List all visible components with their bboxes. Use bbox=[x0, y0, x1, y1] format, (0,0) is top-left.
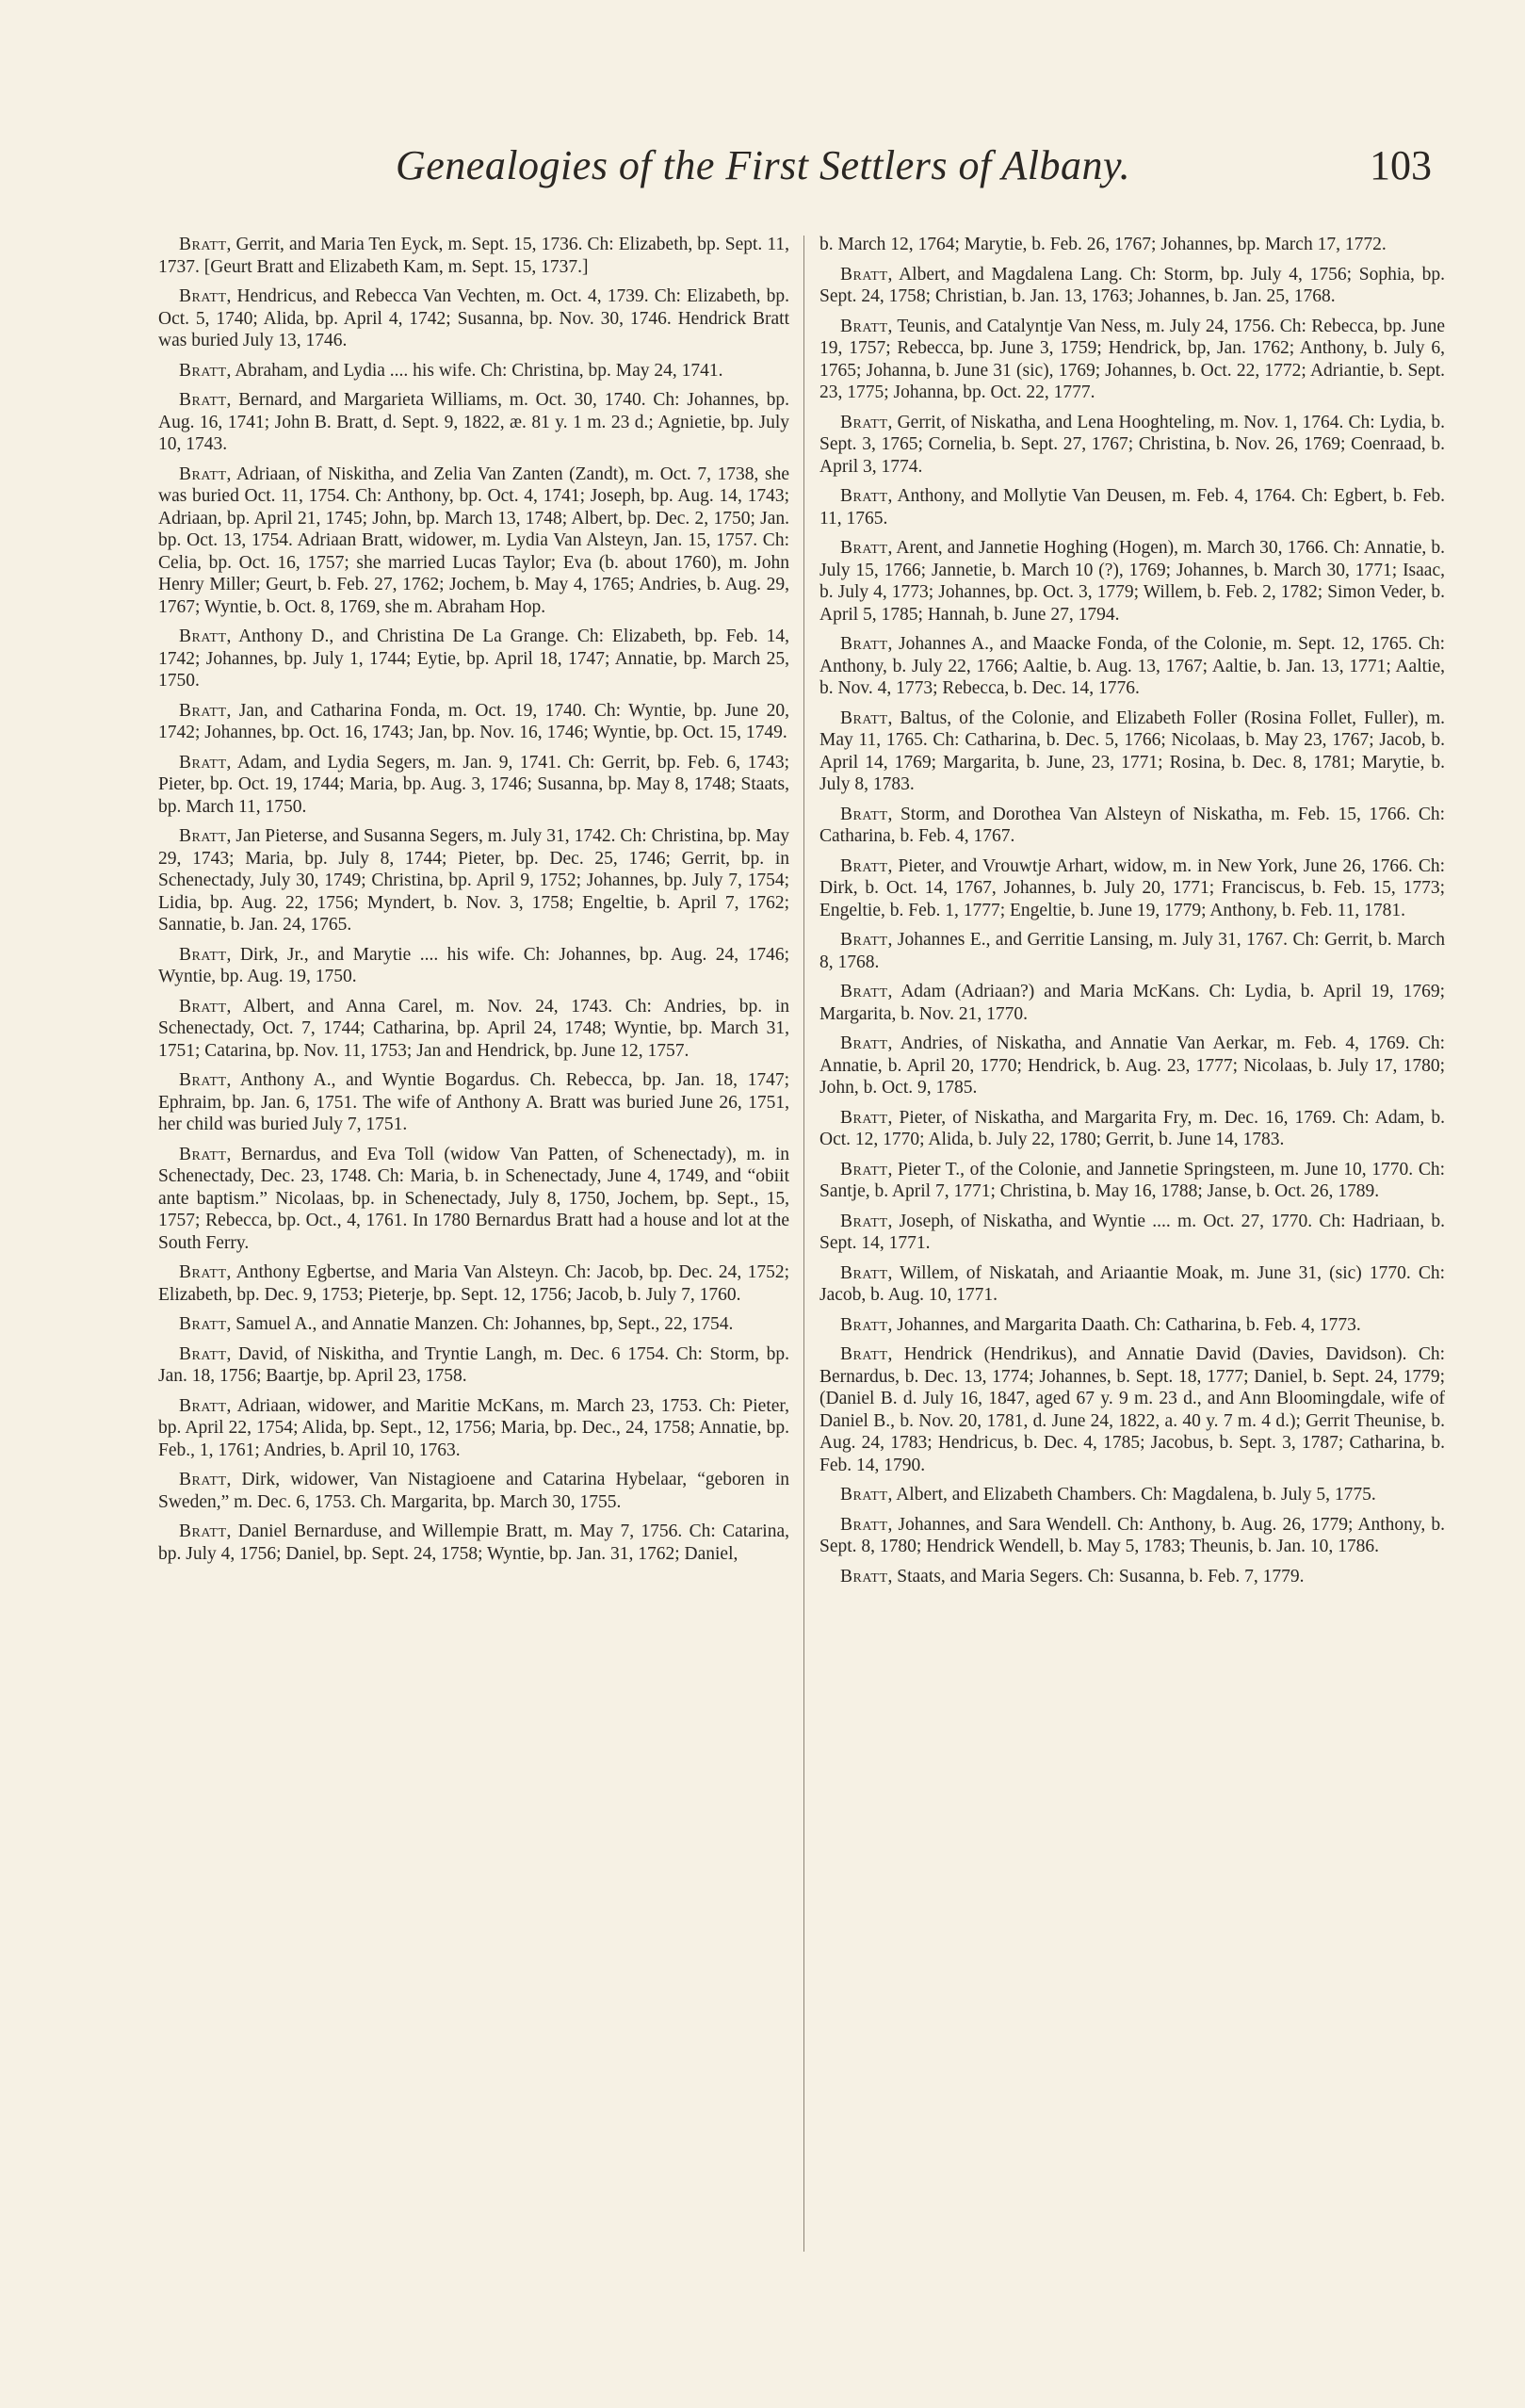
genealogy-entry bbox=[158, 1261, 789, 1306]
entry-surname: Bratt bbox=[179, 1521, 227, 1541]
entry-text: , Dirk, widower, Van Nistagioene and Catarina Hybelaar, “geboren in Sweden,” m. Dec. 6, 1753. Ch. Margarita, bp. March 30, 1755. bbox=[158, 1470, 789, 1512]
entry-text: , Staats, and Maria Segers. Ch: Susanna, b. Feb. 7, 1779. bbox=[887, 1566, 1305, 1586]
entry-surname: Bratt bbox=[179, 286, 227, 306]
genealogy-entry bbox=[819, 1514, 1445, 1558]
entry-text: , Anthony A., and Wyntie Bogardus. Ch. Rebecca, bp. Jan. 18, 1747; Ephraim, bp. Jan. 6, 1751. The wife of Anthony A. Bratt was buried June 26, 1751, her child was buried July 7, 1751. bbox=[158, 1070, 789, 1134]
entry-surname: Bratt bbox=[840, 855, 888, 876]
entry-surname: Bratt bbox=[179, 826, 227, 846]
entry-surname: Bratt bbox=[840, 1566, 888, 1586]
entry-text: , Storm, and Dorothea Van Alsteyn of Niskatha, m. Feb. 15, 1766. Ch: Catharina, b. Feb. 4, 1767. bbox=[819, 804, 1445, 846]
entry-text: , Pieter T., of the Colonie, and Jannetie Springsteen, m. June 10, 1770. Ch: Santje, b. April 7, 1771; Christina, b. May 16, 1788; Janse, b. Oct. 26, 1789. bbox=[819, 1159, 1445, 1201]
left-column bbox=[158, 234, 789, 1572]
entry-text: , Hendricus, and Rebecca Van Vechten, m. Oct. 4, 1739. Ch: Elizabeth, bp. Oct. 5, 1740; Alida, bp. April 4, 1742; Susanna, bp. Nov. 30, 1746. Hendrick Bratt was buried July 13, 1746. bbox=[158, 286, 789, 350]
genealogy-entry bbox=[158, 996, 789, 1063]
entry-surname: Bratt bbox=[840, 634, 888, 654]
genealogy-entry bbox=[158, 752, 789, 819]
entry-text: , Anthony D., and Christina De La Grange. Ch: Elizabeth, bp. Feb. 14, 1742; Johannes, bp. July 1, 1744; Eytie, bp. April 18, 1747; Annatie, bp. March 25, 1750. bbox=[158, 626, 789, 691]
genealogy-entry bbox=[158, 464, 789, 619]
genealogy-entry bbox=[819, 804, 1445, 848]
genealogy-entry bbox=[158, 626, 789, 692]
entry-surname: Bratt bbox=[840, 930, 888, 950]
entry-surname: Bratt bbox=[179, 464, 227, 484]
entry-text: , Johannes, and Sara Wendell. Ch: Anthony, b. Aug. 26, 1779; Anthony, b. Sept. 8, 1780; Hendrick Wendell, b. May 5, 1783; Theunis, b. Jan. 10, 1786. bbox=[819, 1514, 1445, 1556]
genealogy-entry bbox=[158, 389, 789, 456]
entry-text: , Gerrit, and Maria Ten Eyck, m. Sept. 15, 1736. Ch: Elizabeth, bp. Sept. 11, 1737. [Geurt Bratt and Elizabeth Kam, m. Sept. 15, 1737.] bbox=[158, 235, 789, 277]
entry-surname: Bratt bbox=[179, 1262, 227, 1282]
genealogy-entry bbox=[158, 1069, 789, 1136]
entry-text: , Andries, of Niskatha, and Annatie Van Aerkar, m. Feb. 4, 1769. Ch: Annatie, b. April 20, 1770; Hendrick, b. Aug. 23, 1777; Nicolaas, b. July 17, 1780; John, b. Oct. 9, 1785. bbox=[819, 1033, 1445, 1098]
entry-text: , Johannes A., and Maacke Fonda, of the Colonie, m. Sept. 12, 1765. Ch: Anthony, b. July 22, 1766; Aaltie, b. Aug. 13, 1767; Aaltie, b. Jan. 13, 1771; Aaltie, b. Nov. 4, 1773; Rebecca, b. Dec. 14, 1776. bbox=[819, 634, 1445, 698]
entry-text: b. March 12, 1764; Marytie, b. Feb. 26, 1767; Johannes, bp. March 17, 1772. bbox=[819, 235, 1387, 254]
genealogy-entry bbox=[819, 316, 1445, 404]
entry-text: , Albert, and Anna Carel, m. Nov. 24, 1743. Ch: Andries, bp. in Schenectady, Oct. 7, 1744; Catharina, bp. April 24, 1748; Wyntie, bp. March 31, 1751; Catarina, bp. Nov. 11, 1753; Jan and Hendrick, bp. June 12, 1757. bbox=[158, 996, 789, 1061]
entry-surname: Bratt bbox=[840, 538, 888, 558]
entry-text: , Daniel Bernarduse, and Willempie Bratt, m. May 7, 1756. Ch: Catarina, bp. July 4, 1756; Daniel, bp. Sept. 24, 1758; Wyntie, bp. Jan. 31, 1762; Daniel, bbox=[158, 1521, 789, 1564]
entry-surname: Bratt bbox=[840, 1211, 888, 1231]
entry-text: , Adriaan, of Niskitha, and Zelia Van Zanten (Zandt), m. Oct. 7, 1738, she was buried Oct. 11, 1754. Ch: Anthony, bp. Oct. 4, 1741; Joseph, bp. Aug. 14, 1743; Adriaan, bp. April 21, 1745; John, bp. March 13, 1748; Albert, bp. Dec. 2, 1750; Jan. bp. Oct. 13, 1754. Adriaan Bratt, widower, m. Lydia Van Alsteyn, Jan. 15, 1757. Ch: Celia, bp. Oct. 16, 1757; she married Lucas Taylor; Eva (b. about 1760), m. John Henry Miller; Geurt, b. Feb. 27, 1762; Jochem, b. May 4, 1765; Andries, b. Aug. 29, 1767; Wyntie, b. Oct. 8, 1769, she m. Abraham Hop. bbox=[158, 464, 789, 617]
genealogy-entry bbox=[819, 981, 1445, 1025]
entry-surname: Bratt bbox=[179, 944, 227, 965]
entry-surname: Bratt bbox=[179, 1395, 227, 1416]
genealogy-entry bbox=[158, 825, 789, 936]
genealogy-entry bbox=[158, 1343, 789, 1388]
entry-surname: Bratt bbox=[840, 1314, 888, 1335]
entry-text: , Johannes E., and Gerritie Lansing, m. July 31, 1767. Ch: Gerrit, b. March 8, 1768. bbox=[819, 930, 1445, 972]
page-number: 103 bbox=[1370, 142, 1432, 188]
entry-text: , Adriaan, widower, and Maritie McKans, m. March 23, 1753. Ch: Pieter, bp. April 22, 1754; Alida, bp. Sept., 12, 1756; Maria, bp. Dec., 24, 1758; Annatie, bp. Feb., 1, 1761; Andries, b. April 10, 1763. bbox=[158, 1395, 789, 1460]
entry-surname: Bratt bbox=[179, 1470, 227, 1489]
genealogy-entry bbox=[819, 1262, 1445, 1307]
entry-text: , Jan, and Catharina Fonda, m. Oct. 19, 1740. Ch: Wyntie, bp. June 20, 1742; Johannes, bp. Oct. 16, 1743; Jan, bp. Nov. 16, 1746; Wyntie, bp. Oct. 15, 1749. bbox=[158, 700, 789, 742]
genealogy-entry bbox=[158, 944, 789, 988]
genealogy-entry bbox=[819, 1159, 1445, 1203]
genealogy-entry bbox=[158, 1469, 789, 1513]
genealogy-entry bbox=[819, 485, 1445, 529]
entry-surname: Bratt bbox=[179, 626, 227, 646]
entry-surname: Bratt bbox=[179, 390, 227, 410]
entry-text: , Johannes, and Margarita Daath. Ch: Catharina, b. Feb. 4, 1773. bbox=[887, 1314, 1361, 1335]
entry-surname: Bratt bbox=[179, 235, 227, 254]
entry-surname: Bratt bbox=[840, 804, 888, 824]
genealogy-entry bbox=[819, 264, 1445, 308]
entry-text: , Baltus, of the Colonie, and Elizabeth Foller (Rosina Follet, Fuller), m. May 11, 1765. Ch: Catharina, b. Dec. 5, 1766; Nicolaas, b. May 23, 1767; Jacob, b. April 14, 1769; Margarita, b. June, 23, 1771; Rosina, b. Dec. 8, 1781; Marytie, b. July 8, 1783. bbox=[819, 708, 1445, 794]
entry-text: , Willem, of Niskatah, and Ariaantie Moak, m. June 31, (sic) 1770. Ch: Jacob, b. Aug. 10, 1771. bbox=[819, 1262, 1445, 1305]
entry-surname: Bratt bbox=[840, 1159, 888, 1180]
entry-surname: Bratt bbox=[179, 1070, 227, 1090]
genealogy-entry bbox=[158, 234, 789, 278]
entry-surname: Bratt bbox=[840, 982, 888, 1001]
genealogy-entry bbox=[819, 1343, 1445, 1476]
column-divider bbox=[803, 236, 804, 2252]
genealogy-entry bbox=[819, 537, 1445, 626]
entry-text: , Anthony Egbertse, and Maria Van Alsteyn. Ch: Jacob, bp. Dec. 24, 1752; Elizabeth, bp. Dec. 9, 1753; Pieterje, bp. Sept. 12, 1756; Jacob, b. July 7, 1760. bbox=[158, 1262, 789, 1305]
entry-text: , Dirk, Jr., and Marytie .... his wife. Ch: Johannes, bp. Aug. 24, 1746; Wyntie, bp. Aug. 19, 1750. bbox=[158, 944, 789, 986]
genealogy-entry bbox=[158, 1313, 789, 1336]
genealogy-entry bbox=[158, 285, 789, 352]
entry-surname: Bratt bbox=[840, 316, 888, 336]
entry-text: , Samuel A., and Annatie Manzen. Ch: Johannes, bp, Sept., 22, 1754. bbox=[226, 1314, 734, 1334]
genealogy-entry bbox=[819, 1314, 1445, 1337]
entry-text: , Teunis, and Catalyntje Van Ness, m. July 24, 1756. Ch: Rebecca, bp. June 19, 1757; Rebecca, bp. June 3, 1759; Hendrick, bp, Jan. 1762; Anthony, b. July 6, 1765; Johanna, b. June 31 (sic), 1769; Johannes, b. Oct. 22, 1772; Adriantie, b. Sept. 23, 1775; Johanna, bp. Oct. 22, 1777. bbox=[819, 316, 1445, 402]
genealogy-entry bbox=[819, 1033, 1445, 1099]
genealogy-entry bbox=[158, 1144, 789, 1255]
entry-surname: Bratt bbox=[179, 1343, 227, 1364]
entry-surname: Bratt bbox=[179, 1314, 227, 1334]
entry-surname: Bratt bbox=[840, 1262, 888, 1283]
entry-text: , Hendrick (Hendrikus), and Annatie David (Davies, Davidson). Ch: Bernardus, b. Dec. 13, 1774; Johannes, b. Sept. 18, 1777; Daniel, b. Sept. 24, 1779; (Daniel B. d. July 16, 1847, aged 67 y. 9 m. 23 d., and Ann Bloomingdale, wife of Daniel B., b. Nov. 20, 1781, d. June 24, 1822, a. 40 y. 7 m. 4 d.); Gerrit Theunise, b. Aug. 24, 1783; Hendricus, b. Dec. 4, 1785; Jacobus, b. Sept. 3, 1787; Catharina, b. Feb. 14, 1790. bbox=[819, 1344, 1445, 1475]
entry-surname: Bratt bbox=[840, 1514, 888, 1535]
entry-surname: Bratt bbox=[179, 1144, 227, 1164]
entry-surname: Bratt bbox=[179, 752, 227, 773]
entry-surname: Bratt bbox=[840, 1344, 888, 1364]
entry-surname: Bratt bbox=[179, 700, 227, 721]
entry-text: , Bernardus, and Eva Toll (widow Van Patten, of Schenectady), m. in Schenectady, Dec. 23, 1748. Ch: Maria, b. in Schenectady, June 4, 1749, and “obiit ante baptism.” Nicolaas, bp. in Schenectady, July 8, 1750, Jochem, bp. Sept., 15, 1757; Rebecca, bp. Oct., 4, 1761. In 1780 Bernardus Bratt had a house and lot at the South Ferry. bbox=[158, 1144, 789, 1253]
genealogy-entry bbox=[819, 855, 1445, 922]
entry-text: , Joseph, of Niskatha, and Wyntie .... m. Oct. 27, 1770. Ch: Hadriaan, b. Sept. 14, 1771. bbox=[819, 1211, 1445, 1253]
entry-text: , Adam, and Lydia Segers, m. Jan. 9, 1741. Ch: Gerrit, bp. Feb. 6, 1743; Pieter, bp. Oct. 19, 1744; Maria, bp. Aug. 3, 1746; Susanna, bp. May 8, 1748; Staats, bp. March 11, 1750. bbox=[158, 752, 789, 817]
entry-text: , Gerrit, of Niskatha, and Lena Hooghteling, m. Nov. 1, 1764. Ch: Lydia, b. Sept. 3, 1765; Cornelia, b. Sept. 27, 1767; Christina, b. Nov. 26, 1769; Coenraad, b. April 3, 1774. bbox=[819, 412, 1445, 477]
running-title: Genealogies of the First Settlers of Albany. bbox=[396, 142, 1131, 188]
genealogy-entry bbox=[158, 700, 789, 744]
entry-surname: Bratt bbox=[840, 264, 888, 285]
entry-text: , Arent, and Jannetie Hoghing (Hogen), m. March 30, 1766. Ch: Annatie, b. July 15, 1766; Jannetie, b. March 10 (?), 1769; Johannes, b. March 30, 1771; Isaac, b. July 4, 1773; Johannes, bp. Oct. 3, 1779; Willem, b. Feb. 2, 1782; Simon Veder, b. April 5, 1785; Hannah, b. June 27, 1794. bbox=[819, 538, 1445, 625]
genealogy-entry bbox=[819, 412, 1445, 479]
entry-text: , Jan Pieterse, and Susanna Segers, m. July 31, 1742. Ch: Christina, bp. May 29, 1743; Maria, bp. July 8, 1744; Pieter, bp. Dec. 25, 1746; Gerrit, bp. in Schenectady, July 30, 1749; Christina, bp. April 9, 1752; Johannes, bp. July 7, 1754; Lidia, bp. Aug. 22, 1756; Myndert, b. Nov. 3, 1758; Engeltie, b. April 7, 1762; Sannatie, b. Jan. 24, 1765. bbox=[158, 826, 789, 935]
entry-text: , Albert, and Magdalena Lang. Ch: Storm, bp. July 4, 1756; Sophia, bp. Sept. 24, 1758; Christian, b. Jan. 13, 1763; Johannes, b. Jan. 25, 1768. bbox=[819, 264, 1445, 306]
genealogy-entry bbox=[819, 929, 1445, 973]
genealogy-entry bbox=[819, 1107, 1445, 1151]
entry-text: , Pieter, and Vrouwtje Arhart, widow, m. in New York, June 26, 1766. Ch: Dirk, b. Oct. 14, 1767, Johannes, b. July 20, 1771; Franciscus, b. Feb. 15, 1773; Engeltie, b. Feb. 1, 1777; Engeltie, b. June 19, 1779; Anthony, b. Feb. 11, 1781. bbox=[819, 855, 1445, 920]
entry-surname: Bratt bbox=[179, 996, 227, 1017]
genealogy-entry bbox=[819, 234, 1445, 256]
entry-surname: Bratt bbox=[840, 486, 888, 506]
entry-text: , David, of Niskitha, and Tryntie Langh, m. Dec. 6 1754. Ch: Storm, bp. Jan. 18, 1756; Baartje, bp. April 23, 1758. bbox=[158, 1343, 789, 1386]
entry-text: , Bernard, and Margarieta Williams, m. Oct. 30, 1740. Ch: Johannes, bp. Aug. 16, 1741; John B. Bratt, d. Sept. 9, 1822, æ. 81 y. 1 m. 23 d.; Agnietie, bp. July 10, 1743. bbox=[158, 390, 789, 454]
genealogy-entry bbox=[158, 1395, 789, 1462]
genealogy-entry bbox=[819, 633, 1445, 700]
page-header bbox=[396, 141, 1432, 207]
entry-surname: Bratt bbox=[840, 412, 888, 432]
entry-surname: Bratt bbox=[840, 1485, 888, 1505]
entry-text: , Pieter, of Niskatha, and Margarita Fry, m. Dec. 16, 1769. Ch: Adam, b. Oct. 12, 1770; Alida, b. July 22, 1780; Gerrit, b. June 14, 1783. bbox=[819, 1107, 1445, 1149]
genealogy-entry bbox=[819, 708, 1445, 796]
entry-surname: Bratt bbox=[840, 1033, 888, 1053]
entry-surname: Bratt bbox=[840, 708, 888, 728]
genealogy-entry bbox=[819, 1484, 1445, 1506]
genealogy-entry bbox=[819, 1211, 1445, 1255]
entry-text: , Abraham, and Lydia .... his wife. Ch: Christina, bp. May 24, 1741. bbox=[226, 360, 723, 381]
entry-surname: Bratt bbox=[179, 360, 227, 381]
entry-surname: Bratt bbox=[840, 1107, 888, 1128]
entry-text: , Anthony, and Mollytie Van Deusen, m. Feb. 4, 1764. Ch: Egbert, b. Feb. 11, 1765. bbox=[819, 486, 1445, 529]
entry-text: , Albert, and Elizabeth Chambers. Ch: Magdalena, b. July 5, 1775. bbox=[887, 1485, 1376, 1505]
genealogy-entry bbox=[819, 1566, 1445, 1588]
genealogy-entry bbox=[158, 360, 789, 382]
genealogy-entry bbox=[158, 1521, 789, 1565]
entry-text: , Adam (Adriaan?) and Maria McKans. Ch: Lydia, b. April 19, 1769; Margarita, b. Nov. 21, 1770. bbox=[819, 982, 1445, 1024]
right-column bbox=[819, 234, 1445, 1595]
